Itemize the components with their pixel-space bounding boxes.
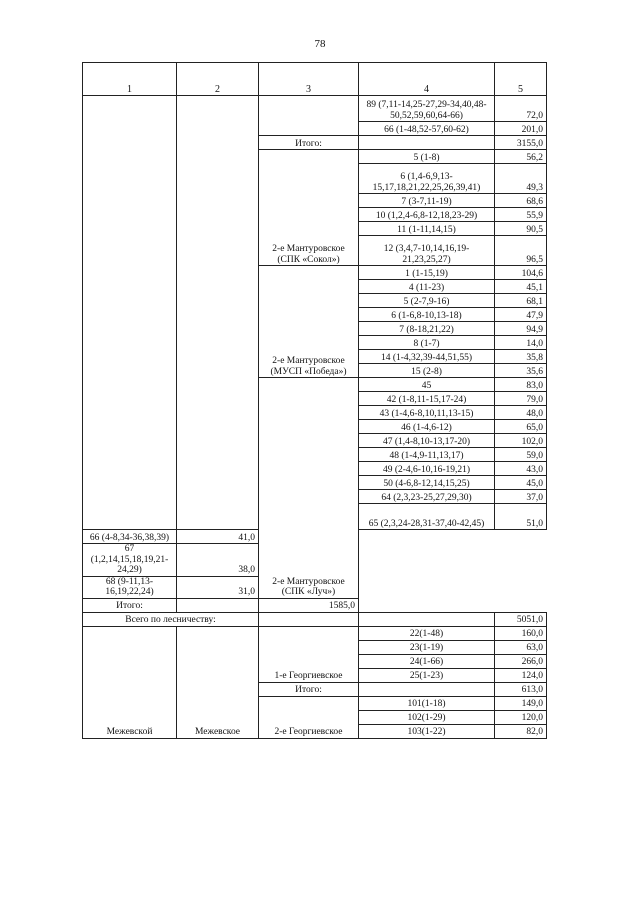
empty-cell <box>359 682 495 696</box>
area-cell: 96,5 <box>495 236 547 266</box>
subtotal-value: 1585,0 <box>259 598 359 612</box>
compartments-cell: 7 (8-18,21,22) <box>359 322 495 336</box>
compartments-cell: 22(1-48) <box>359 626 495 640</box>
subtotal-value: 3155,0 <box>495 136 547 150</box>
compartments-cell: 4 (11-23) <box>359 280 495 294</box>
table-row <box>83 96 547 122</box>
area-cell: 35,6 <box>495 364 547 378</box>
compartments-cell: 50 (4-6,8-12,14,15,25) <box>359 476 495 490</box>
area-cell: 94,9 <box>495 322 547 336</box>
area-cell: 55,9 <box>495 208 547 222</box>
compartments-cell: 65 (2,3,24-28,31-37,40-42,45) <box>359 504 495 530</box>
subtotal-row <box>83 598 547 612</box>
subdistrict-name: 2-е Мантуровское (МУСП «Победа») <box>259 266 359 378</box>
subtotal-value: 613,0 <box>495 682 547 696</box>
compartments-cell: 46 (1-4,6-12) <box>359 420 495 434</box>
compartments-cell: 10 (1,2,4-6,8-12,18,23-29) <box>359 208 495 222</box>
page-number: 78 <box>314 38 326 50</box>
forestry-total-label: Всего по лесничеству: <box>83 612 259 626</box>
compartments-cell: 67 (1,2,14,15,18,19,21-24,29) <box>83 544 177 577</box>
area-cell: 37,0 <box>495 490 547 504</box>
compartments-cell: 66 (4-8,34-36,38,39) <box>83 530 177 544</box>
compartments-cell: 43 (1-4,6-8,10,11,13-15) <box>359 406 495 420</box>
header-row <box>83 63 547 96</box>
empty-cell <box>177 598 259 612</box>
compartments-cell: 101(1-18) <box>359 696 495 710</box>
forestry-total-row <box>83 612 547 626</box>
compartments-cell: 68 (9-11,13-16,19,22,24) <box>83 576 177 598</box>
compartments-cell: 102(1-29) <box>359 710 495 724</box>
compartments-cell: 7 (3-7,11-19) <box>359 194 495 208</box>
compartments-cell: 45 <box>359 378 495 392</box>
area-cell: 160,0 <box>495 626 547 640</box>
compartments-cell: 8 (1-7) <box>359 336 495 350</box>
area-cell: 41,0 <box>177 530 259 544</box>
header-col-5: 5 <box>495 63 547 96</box>
area-cell: 124,0 <box>495 668 547 682</box>
compartments-cell: 5 (2-7,9-16) <box>359 294 495 308</box>
cell-subdistrict-empty <box>259 96 359 136</box>
area-cell: 90,5 <box>495 222 547 236</box>
compartments-cell: 48 (1-4,9-11,13,17) <box>359 448 495 462</box>
compartments-cell: 5 (1-8) <box>359 150 495 164</box>
header-col-2: 2 <box>177 63 259 96</box>
area-cell: 65,0 <box>495 420 547 434</box>
area-cell: 38,0 <box>177 544 259 577</box>
area-cell: 49,3 <box>495 164 547 194</box>
area-cell: 63,0 <box>495 640 547 654</box>
area-cell: 59,0 <box>495 448 547 462</box>
subdistrict-name: 2-е Георгиевское <box>259 696 359 738</box>
cell-forestry-empty <box>83 96 177 530</box>
area-cell: 51,0 <box>495 504 547 530</box>
subdistrict-name: 1-е Георгиевское <box>259 626 359 682</box>
compartments-cell: 89 (7,11-14,25-27,29-34,40,48-50,52,59,60,64-66) <box>359 96 495 122</box>
allotment-table <box>82 62 547 739</box>
table-row <box>83 626 547 640</box>
area-cell: 72,0 <box>495 96 547 122</box>
empty-cell <box>259 612 359 626</box>
subdistrict-name: 2-е Мантуровское (СПК «Луч») <box>259 378 359 599</box>
compartments-cell: 64 (2,3,23-25,27,29,30) <box>359 490 495 504</box>
compartments-cell: 103(1-22) <box>359 724 495 738</box>
subtotal-label: Итого: <box>259 682 359 696</box>
compartments-cell: 25(1-23) <box>359 668 495 682</box>
area-cell: 104,6 <box>495 266 547 280</box>
area-cell: 102,0 <box>495 434 547 448</box>
area-cell: 79,0 <box>495 392 547 406</box>
empty-cell <box>359 612 495 626</box>
area-cell: 120,0 <box>495 710 547 724</box>
compartments-cell: 66 (1-48,52-57,60-62) <box>359 122 495 136</box>
area-cell: 45,1 <box>495 280 547 294</box>
area-cell: 201,0 <box>495 122 547 136</box>
compartments-cell: 1 (1-15,19) <box>359 266 495 280</box>
area-cell: 56,2 <box>495 150 547 164</box>
area-cell: 82,0 <box>495 724 547 738</box>
header-col-3: 3 <box>259 63 359 96</box>
area-cell: 266,0 <box>495 654 547 668</box>
compartments-cell: 11 (1-11,14,15) <box>359 222 495 236</box>
compartments-cell: 6 (1,4-6,9,13-15,17,18,21,22,25,26,39,41) <box>359 164 495 194</box>
compartments-cell: 24(1-66) <box>359 654 495 668</box>
area-cell: 31,0 <box>177 576 259 598</box>
compartments-cell: 42 (1-8,11-15,17-24) <box>359 392 495 406</box>
forestry-total-value: 5051,0 <box>495 612 547 626</box>
area-cell: 68,1 <box>495 294 547 308</box>
area-cell: 48,0 <box>495 406 547 420</box>
area-cell: 14,0 <box>495 336 547 350</box>
district-name: Межевское <box>177 626 259 738</box>
header-col-4: 4 <box>359 63 495 96</box>
area-cell: 35,8 <box>495 350 547 364</box>
header-col-1: 1 <box>83 63 177 96</box>
compartments-cell: 47 (1,4-8,10-13,17-20) <box>359 434 495 448</box>
subdistrict-name: 2-е Мантуровское (СПК «Сокол») <box>259 150 359 266</box>
compartments-cell: 49 (2-4,6-10,16-19,21) <box>359 462 495 476</box>
compartments-cell: 23(1-19) <box>359 640 495 654</box>
empty-cell <box>359 136 495 150</box>
subtotal-label: Итого: <box>259 136 359 150</box>
area-cell: 83,0 <box>495 378 547 392</box>
area-cell: 45,0 <box>495 476 547 490</box>
compartments-cell: 6 (1-6,8-10,13-18) <box>359 308 495 322</box>
compartments-cell: 14 (1-4,32,39-44,51,55) <box>359 350 495 364</box>
compartments-cell: 12 (3,4,7-10,14,16,19-21,23,25,27) <box>359 236 495 266</box>
cell-district-empty <box>177 96 259 530</box>
compartments-cell: 15 (2-8) <box>359 364 495 378</box>
area-cell: 68,6 <box>495 194 547 208</box>
area-cell: 149,0 <box>495 696 547 710</box>
area-cell: 47,9 <box>495 308 547 322</box>
forestry-name: Межевской <box>83 626 177 738</box>
area-cell: 43,0 <box>495 462 547 476</box>
subtotal-label: Итого: <box>83 598 177 612</box>
